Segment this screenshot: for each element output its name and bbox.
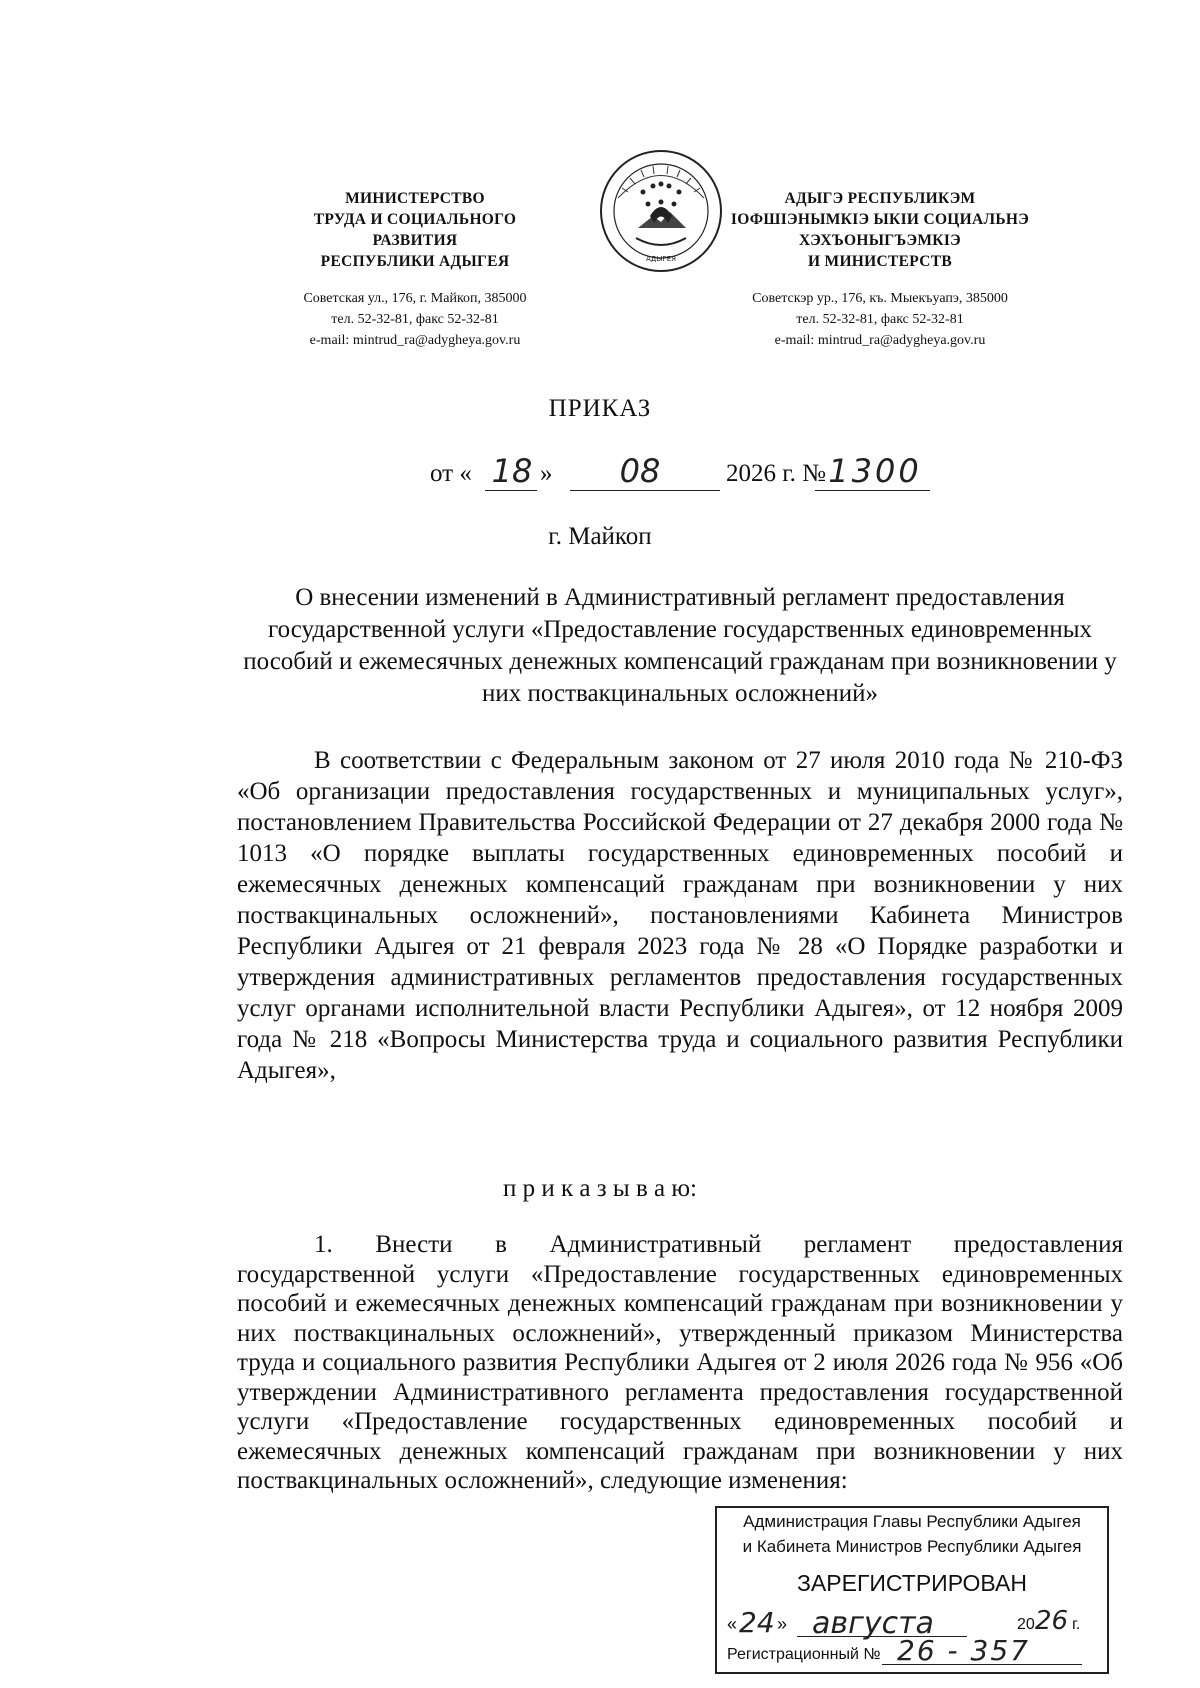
letterhead-left (255, 188, 575, 351)
preamble-paragraph (237, 745, 1123, 1086)
stamp-reg-label: Регистрационный № (727, 1646, 881, 1663)
stamp-date-row: « 24 » августа 20 26 г. (727, 1606, 1081, 1641)
stamp-line-1: Администрация Главы Республики Адыгея (743, 1512, 1081, 1531)
ministry-address: Советская ул., 176, г. Майкоп, 385000 (303, 291, 527, 306)
preamble-text: В соответствии с Федеральным законом от 27 июля 2010 года № 210-ФЗ «Об организации предоставления государственных и муниципальных услуг», постановлением Правительства Российской Федерации от 27 декабря 2000 года № 1013 «О порядке выплаты государственных единовременных пособий и ежемесячных денежных компенсаций гражданам при возникновении у них поствакцинальных осложнений», постановлениями Кабинета Министров Республики Адыгея от 21 февраля 2023 года № 28 «О Порядке разработки и утверждения административных регламентов предоставления государственных услуг органами исполнительной власти Республики Адыгея», от 12 ноября 2009 года № 218 «Вопросы Министерства труда и социального развития Республики Адыгея», (237, 747, 1123, 1084)
order-heading: ПРИКАЗ (548, 395, 652, 422)
ministry-name-line-4: РЕСПУБЛИКИ АДЫГЕЯ (320, 253, 510, 270)
date-mid: » (540, 460, 553, 487)
stamp-handwritten-day: 24 (739, 1606, 775, 1639)
item-1-paragraph (237, 1230, 1123, 1496)
ministry-phone: тел. 52-32-81, факс 52-32-81 (331, 312, 499, 327)
svg-text:АДЫГЕЯ: АДЫГЕЯ (646, 255, 676, 263)
ministry-name-line-1: МИНИСТЕРСТВО (345, 190, 485, 207)
handwritten-month: 08 (619, 452, 661, 490)
handwritten-day: 18 (491, 452, 533, 490)
letterhead-right (690, 188, 1070, 351)
date-prefix: от « (430, 460, 472, 487)
ministry-name-adyghe-line-2: IОФШIЭНЫМКIЭ ЫКIИ СОЦИАЛЬНЭ (730, 211, 1030, 228)
ministry-phone-adyghe: тел. 52-32-81, факс 52-32-81 (796, 312, 964, 327)
order-verb: п р и к а з ы в а ю: (503, 1175, 697, 1202)
stamp-title: ЗАРЕГИСТРИРОВАН (797, 1570, 1027, 1596)
item-1-text: 1. Внести в Административный регламент предоставления государственной услуги «Предоставление государственных единовременных пособий и ежемесячных денежных компенсаций гражданам при возникновении у них поствакцинальных осложнений», утвержденный приказом Министерства труда и социального развития Республики Адыгея от 2 июля 2026 года № 956 «Об утверждении Административного регламента предоставления государственной услуги «Предоставление государственных единовременных пособий и ежемесячных денежных компенсаций гражданам при возникновении у них поствакцинальных осложнений», следующие изменения: (237, 1231, 1123, 1494)
registration-stamp (715, 1506, 1109, 1674)
order-subject: О внесении изменений в Административный регламент предоставления государственной услуги «Предоставление государственных единовременных пособий и ежемесячных денежных компенсаций гражданам при возникновении у них поствакцинальных осложнений» (243, 584, 1117, 707)
year-and-number-label: 2026 г. № (726, 460, 827, 487)
handwritten-order-number: 1300 (828, 452, 922, 490)
stamp-registration-row (727, 1634, 1097, 1668)
order-date-line (430, 452, 950, 496)
stamp-line-2: и Кабинета Министров Республики Адыгея (742, 1537, 1082, 1556)
stamp-year-prefix: 20 (1017, 1616, 1035, 1633)
ministry-name-adyghe-line-3: ХЭХЪОНЫГЪЭМКIЭ (799, 232, 961, 249)
ministry-name-adyghe-line-1: АДЫГЭ РЕСПУБЛИКЭМ (784, 190, 976, 207)
stamp-handwritten-month: августа (812, 1606, 934, 1641)
ministry-address-adyghe: Советскэр ур., 176, къ. Мыекъуапэ, 385000 (752, 291, 1008, 306)
stamp-handwritten-year: 26 (1035, 1606, 1069, 1636)
ministry-name-line-3: РАЗВИТИЯ (372, 232, 458, 249)
ministry-name-adyghe-line-4: И МИНИСТЕРСТВ (807, 253, 953, 270)
ministry-email: e-mail: mintrud_ra@adygheya.gov.ru (309, 333, 521, 348)
stamp-handwritten-reg-number: 26 - 357 (897, 1634, 1030, 1667)
stamp-year-end: г. (1072, 1616, 1081, 1633)
order-city: г. Майкоп (548, 523, 652, 550)
ministry-email-adyghe: e-mail: mintrud_ra@adygheya.gov.ru (774, 333, 986, 348)
ministry-name-line-2: ТРУДА И СОЦИАЛЬНОГО (313, 211, 517, 228)
